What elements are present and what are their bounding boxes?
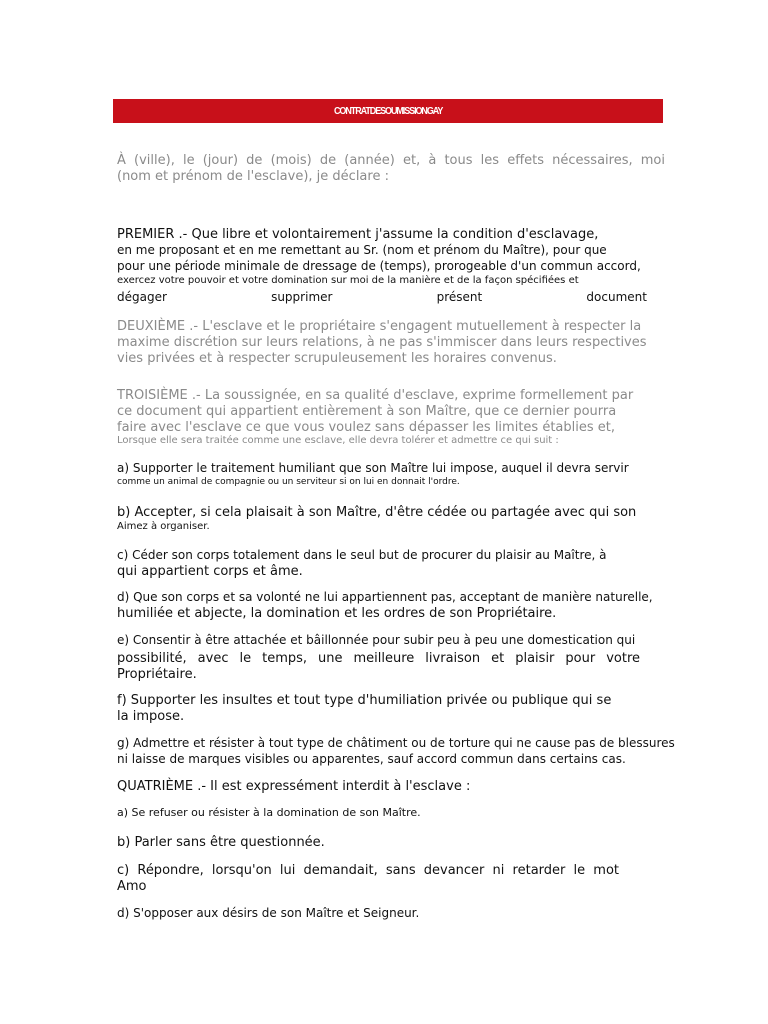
word: supprimer [271,290,333,304]
text-line: a) Se refuser ou résister à la domination de son Maître. [117,806,421,819]
text-line: la impose. [117,709,185,724]
text-line: faire avec l'esclave ce que vous voulez sans dépasser les limites établies et, [117,420,615,435]
text-line: f) Supporter les insultes et tout type d'humiliation privée ou publique qui se [117,693,612,708]
text-line: possibilité, avec le temps, une meilleure livraison et plaisir pour votre [117,651,640,666]
text-line: maxime discrétion sur leurs relations, à ne pas s'immiscer dans leurs respectives [117,335,647,350]
text-line: pour une période minimale de dressage de (temps), prorogeable d'un commun accord, [117,259,641,273]
text-line: PREMIER .- Que libre et volontairement j'assume la condition d'esclavage, [117,227,599,242]
text-line: en me proposant et en me remettant au Sr. (nom et prénom du Maître), pour que [117,243,607,257]
word: présent [436,290,483,304]
text-line: a) Supporter le traitement humiliant que son Maître lui impose, auquel il devra servir [117,461,629,475]
document-title: CONTRATDESOUMISSIONGAY [333,105,443,117]
text-line: d) S'opposer aux désirs de son Maître et Seigneur. [117,906,420,920]
text-line: DEUXIÈME .- L'esclave et le propriétaire s'engagent mutuellement à respecter la [117,319,642,334]
text-line: g) Admettre et résister à tout type de châtiment ou de torture qui ne cause pas de blessures [117,736,675,750]
word: dégager [117,290,167,304]
text-line: c) Répondre, lorsqu'on lui demandait, sans devancer ni retarder le mot [117,863,619,878]
text-line: comme un animal de compagnie ou un serviteur si on lui en donnait l'ordre. [117,477,460,487]
text-line: d) Que son corps et sa volonté ne lui appartiennent pas, acceptant de manière naturelle, [117,590,653,604]
text-line: Lorsque elle sera traitée comme une esclave, elle devra tolérer et admettre ce qui suit : [117,435,559,446]
word: document [586,290,647,304]
text-line: b) Accepter, si cela plaisait à son Maître, d'être cédée ou partagée avec qui son [117,505,637,520]
title-banner [113,99,663,123]
text-line: exercez votre pouvoir et votre domination sur moi de la manière et de la façon spécifiées et [117,275,579,286]
text-line: Amo [117,879,147,894]
text-line: TROISIÈME .- La soussignée, en sa qualité d'esclave, exprime formellement par [117,388,634,403]
text-line: b) Parler sans être questionnée. [117,835,325,850]
text-line: ce document qui appartient entièrement à son Maître, que ce dernier pourra [117,404,617,419]
text-line-spread [117,290,647,304]
text-line: (nom et prénom de l'esclave), je déclare : [117,169,389,184]
text-line: e) Consentir à être attachée et bâillonnée pour subir peu à peu une domestication qui [117,633,636,647]
text-line: Propriétaire. [117,667,197,682]
text-line: Aimez à organiser. [117,521,210,532]
text-line: c) Céder son corps totalement dans le seul but de procurer du plaisir au Maître, à [117,548,607,562]
text-line: humiliée et abjecte, la domination et les ordres de son Propriétaire. [117,606,557,621]
text-line: vies privées et à respecter scrupuleusement les horaires convenus. [117,351,557,366]
text-line: qui appartient corps et âme. [117,564,303,579]
text-line: QUATRIÈME .- Il est expressément interdit à l'esclave : [117,779,471,794]
text-line: ni laisse de marques visibles ou apparentes, sauf accord commun dans certains cas. [117,752,626,766]
text-line: À (ville), le (jour) de (mois) de (année) et, à tous les effets nécessaires, moi [117,153,665,168]
